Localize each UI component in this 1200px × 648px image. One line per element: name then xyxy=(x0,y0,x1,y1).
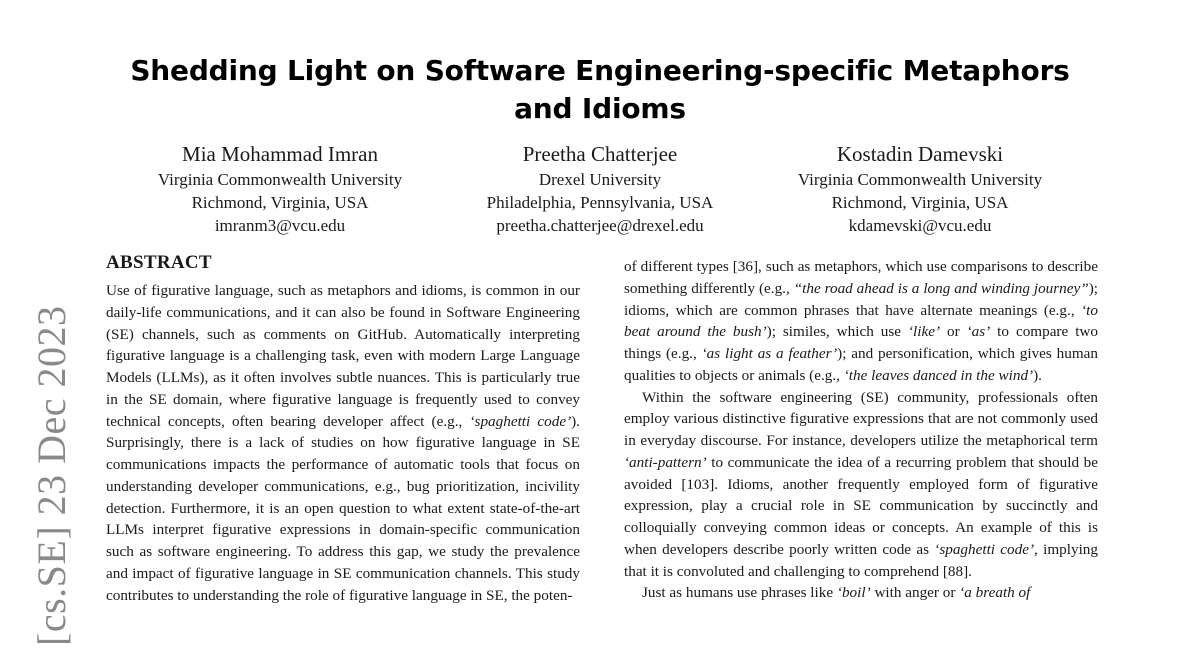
body-text: ). xyxy=(1033,366,1042,384)
author-1 xyxy=(120,140,440,237)
body-emphasis: ‘like’ xyxy=(907,323,941,341)
abstract-text: ). Surprisingly, there is a lack of studies on how figurative language in SE communications impacts the performance of automatic tools that focus on understanding developer communications, e.g., bug prioritization, incivility detection. Furthermore, it is an open question to what extent state-of-the-art LLMs interpret figurative expressions in domain-specific communication such as software engineering. To address this gap, we study the prevalence and impact of figurative language in SE communication channels. This study contributes to understanding the role of figurative language in SE, the poten- xyxy=(106,412,580,604)
abstract-text: Use of figurative language, such as metaphors and idioms, is common in our daily-life communications, and it can also be found in Software Engineering (SE) channels, such as comments on GitHub. Automatically interpreting figurative language is a challenging task, even with modern Large Language Models (LLMs), as it often involves subtle nuances. This is particularly true in the SE domain, where figurative language is frequently used to convey technical concepts, often bearing developer affect (e.g., xyxy=(106,282,580,430)
body-emphasis: ‘as’ xyxy=(966,323,991,341)
body-text: Within the software engineering (SE) community, professionals often employ various distinctive figurative expressions that are not commonly used in everyday discourse. For instance, developers utilize the metaphorical term xyxy=(624,388,1098,449)
body-text: Just as humans use phrases like xyxy=(642,584,837,602)
body-text: with anger or xyxy=(870,584,960,602)
body-paragraph xyxy=(624,387,1098,583)
body-text: or xyxy=(940,323,967,341)
abstract-heading: ABSTRACT xyxy=(106,252,212,273)
body-text: of different types [36], such as metaphors, which use comparisons to describe something differently (e.g., xyxy=(624,258,1098,297)
paper-title: Shedding Light on Software Engineering-specific Metaphors and Idioms xyxy=(130,54,1070,125)
left-column xyxy=(106,252,580,606)
right-column xyxy=(624,256,1098,604)
body-emphasis: ‘as light as a feather’ xyxy=(701,345,838,362)
author-email: imranm3@vcu.edu xyxy=(214,216,346,235)
author-affiliation: Virginia Commonwealth University xyxy=(797,170,1043,189)
body-emphasis: ‘boil’ xyxy=(836,584,871,602)
author-name: Preetha Chatterjee xyxy=(522,142,678,166)
author-block xyxy=(120,140,1080,237)
body-paragraph xyxy=(624,256,1098,387)
body-emphasis: ‘spaghetti code’ xyxy=(934,540,1035,558)
author-name: Mia Mohammad Imran xyxy=(182,142,378,166)
author-email: preetha.chatterjee@drexel.edu xyxy=(496,216,704,235)
body-emphasis: ‘the leaves danced in the wind’ xyxy=(843,366,1034,384)
author-affiliation: Virginia Commonwealth University xyxy=(157,170,403,189)
abstract-emphasis: ‘spaghetti code’ xyxy=(469,412,572,430)
body-text: ); and personification, which gives human qualities to objects or animals (e.g., xyxy=(624,345,1098,384)
body-text: ); similes, which use xyxy=(766,323,908,341)
body-emphasis: ‘a breath of xyxy=(959,584,1031,602)
author-affiliation: Drexel University xyxy=(538,170,662,189)
arxiv-stamp: [cs.SE] 23 Dec 2023 xyxy=(29,305,74,646)
body-emphasis: “the road ahead is a long and winding journey” xyxy=(793,279,1089,297)
body-emphasis: ‘anti-pattern’ xyxy=(624,453,707,471)
author-name: Kostadin Damevski xyxy=(836,142,1004,166)
body-text: to communicate the idea of a recurring problem that should be avoided [103]. Idioms, another frequently employed form of figurative expression, play a crucial role in SE communication by succinctly and colloquially conveying common ideas or concepts. An example of this is when developers describe poorly written code as xyxy=(624,453,1098,558)
author-location: Philadelphia, Pennsylvania, USA xyxy=(486,193,714,212)
author-location: Richmond, Virginia, USA xyxy=(191,193,369,212)
body-emphasis: ‘to beat around the bush’ xyxy=(624,301,1098,341)
author-email: kdamevski@vcu.edu xyxy=(848,216,992,235)
body-text: , implying that it is convoluted and challenging to comprehend [88]. xyxy=(624,540,1098,580)
abstract-paragraph xyxy=(106,280,580,606)
author-2 xyxy=(440,140,760,237)
body-paragraph xyxy=(624,582,1098,604)
body-text: to compare two things (e.g., xyxy=(624,323,1098,362)
body-text: ); idioms, which are common phrases that have alternate meanings (e.g., xyxy=(624,279,1098,319)
author-location: Richmond, Virginia, USA xyxy=(831,193,1009,212)
author-3 xyxy=(760,140,1080,237)
